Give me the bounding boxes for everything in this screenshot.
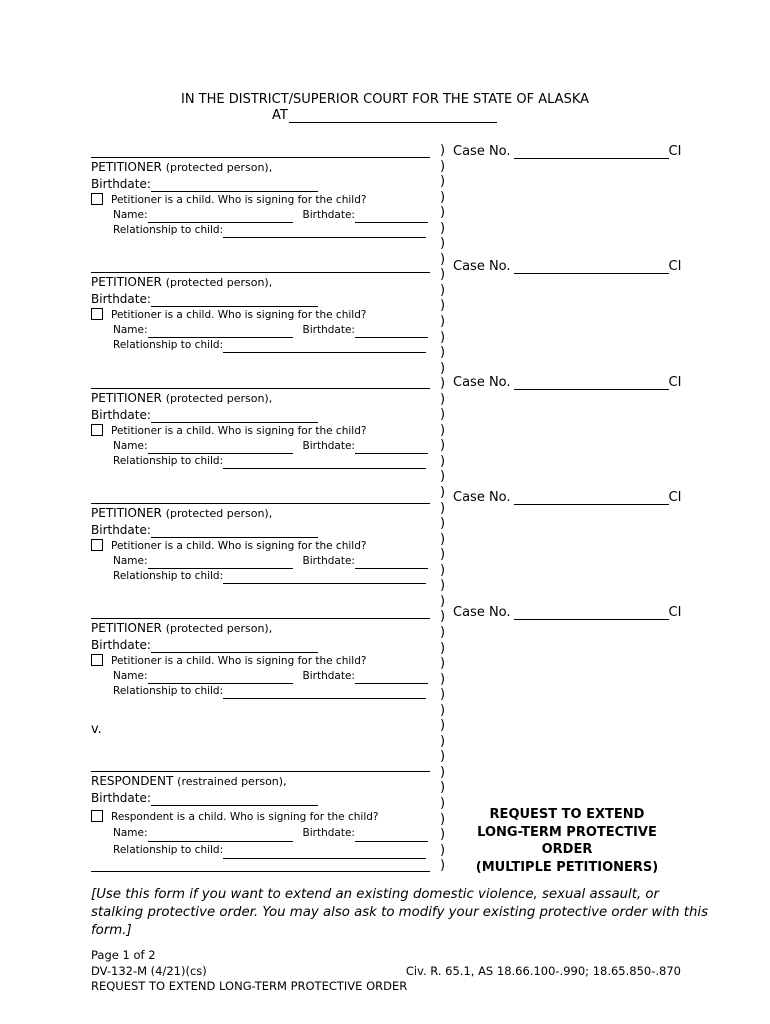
court-location-field[interactable] xyxy=(289,109,497,123)
petitioner-role-note: (protected person), xyxy=(165,161,273,174)
petitioner-child-checkbox[interactable] xyxy=(91,654,103,666)
case-number-field[interactable] xyxy=(514,376,669,390)
petitioner-birthdate-field[interactable] xyxy=(151,525,318,538)
case-number-row-5 xyxy=(453,605,681,620)
petitioner-block-3 xyxy=(91,390,431,469)
case-number-field[interactable] xyxy=(514,260,669,274)
form-id: DV-132-M (4/21)(cs) xyxy=(91,963,207,978)
petitioner-signer-name-label: Name: xyxy=(113,440,148,452)
respondent-birthdate-field[interactable] xyxy=(151,793,318,806)
petitioner-relationship-label: Relationship to child: xyxy=(113,339,224,351)
petitioner-child-question: Petitioner is a child. Who is signing for the child? xyxy=(111,309,367,321)
petitioner-child-question: Petitioner is a child. Who is signing for the child? xyxy=(111,540,367,552)
petitioner-signer-name-field[interactable] xyxy=(148,211,293,223)
case-number-row-4 xyxy=(453,490,681,505)
petitioner-block-5 xyxy=(91,620,431,699)
petitioner-signer-birthdate-field[interactable] xyxy=(355,672,428,684)
title-line-1: REQUEST TO EXTEND xyxy=(489,807,645,822)
case-type-suffix: CI xyxy=(668,375,682,390)
petitioner-birthdate-field[interactable] xyxy=(151,179,318,192)
court-heading: IN THE DISTRICT/SUPERIOR COURT FOR THE STATE OF ALASKA xyxy=(180,92,590,107)
case-number-label: Case No. xyxy=(453,605,511,620)
petitioner-signer-name-field[interactable] xyxy=(148,442,293,454)
petitioner-signer-birthdate-field[interactable] xyxy=(355,557,428,569)
petitioner-child-checkbox[interactable] xyxy=(91,308,103,320)
petitioner-birthdate-field[interactable] xyxy=(151,294,318,307)
petitioner-5-name-field[interactable] xyxy=(91,618,430,619)
case-number-label: Case No. xyxy=(453,259,511,274)
respondent-signer-name-label: Name: xyxy=(113,827,148,839)
case-type-suffix: CI xyxy=(668,605,682,620)
respondent-signer-birthdate-label: Birthdate: xyxy=(302,827,355,839)
petitioner-signer-name-label: Name: xyxy=(113,555,148,567)
case-number-row-1 xyxy=(453,144,681,159)
petitioner-signer-name-field[interactable] xyxy=(148,326,293,338)
petitioner-birthdate-field[interactable] xyxy=(151,410,318,423)
case-number-field[interactable] xyxy=(514,145,669,159)
case-number-label: Case No. xyxy=(453,490,511,505)
case-number-row-3 xyxy=(453,375,681,390)
case-type-suffix: CI xyxy=(668,144,682,159)
petitioner-relationship-field[interactable] xyxy=(223,572,426,584)
petitioner-block-1 xyxy=(91,159,431,238)
respondent-relationship-field[interactable] xyxy=(223,847,426,859)
petitioner-signer-birthdate-label: Birthdate: xyxy=(302,440,355,452)
petitioner-child-question: Petitioner is a child. Who is signing for the child? xyxy=(111,655,367,667)
case-number-field[interactable] xyxy=(514,491,669,505)
petitioner-signer-birthdate-label: Birthdate: xyxy=(302,670,355,682)
form-footer-title: REQUEST TO EXTEND LONG-TERM PROTECTIVE ORDER xyxy=(91,979,408,993)
title-line-4: (MULTIPLE PETITIONERS) xyxy=(475,859,659,875)
petitioner-signer-birthdate-field[interactable] xyxy=(355,326,428,338)
respondent-signer-name-field[interactable] xyxy=(148,830,293,842)
petitioner-signer-name-field[interactable] xyxy=(148,557,293,569)
petitioner-relationship-label: Relationship to child: xyxy=(113,455,224,467)
versus-label: v. xyxy=(91,722,102,737)
case-number-label: Case No. xyxy=(453,144,511,159)
petitioner-role-note: (protected person), xyxy=(165,507,273,520)
petitioner-relationship-label: Relationship to child: xyxy=(113,224,224,236)
petitioner-child-checkbox[interactable] xyxy=(91,193,103,205)
petitioner-birthdate-label: Birthdate: xyxy=(91,408,151,422)
case-type-suffix: CI xyxy=(668,490,682,505)
petitioner-signer-birthdate-label: Birthdate: xyxy=(302,209,355,221)
petitioner-role-note: (protected person), xyxy=(165,276,273,289)
petitioner-2-name-field[interactable] xyxy=(91,272,430,273)
form-instructions: [Use this form if you want to extend an existing domestic violence, sexual assault, or stalking protective order. You may also ask to modify your existing protective order with this form.] xyxy=(91,887,709,938)
petitioner-3-name-field[interactable] xyxy=(91,388,430,389)
title-line-2: LONG-TERM PROTECTIVE xyxy=(477,824,657,840)
petitioner-child-checkbox[interactable] xyxy=(91,424,103,436)
petitioner-relationship-field[interactable] xyxy=(223,341,426,353)
petitioner-signer-birthdate-field[interactable] xyxy=(355,442,428,454)
petitioner-birthdate-field[interactable] xyxy=(151,640,318,653)
petitioner-signer-name-field[interactable] xyxy=(148,672,293,684)
petitioner-birthdate-label: Birthdate: xyxy=(91,523,151,537)
court-location xyxy=(272,108,497,123)
petitioner-relationship-label: Relationship to child: xyxy=(113,570,224,582)
respondent-role-label: RESPONDENT xyxy=(91,774,174,788)
at-label: AT xyxy=(272,108,288,123)
respondent-child-question: Respondent is a child. Who is signing for the child? xyxy=(111,811,379,823)
petitioner-signer-name-label: Name: xyxy=(113,670,148,682)
caption-parentheses: ) ) ) ) ) ) ) ) ) ) ) ) ) ) ) ) ) ) ) ) ) ) ) ) ) ) ) ) ) ) ) ) ) ) ) ) ) ) ) ) ) ) ) ) ) ) ) xyxy=(440,143,446,874)
document-title xyxy=(462,806,672,876)
case-number-field[interactable] xyxy=(514,606,669,620)
respondent-block xyxy=(91,773,431,859)
respondent-name-field[interactable] xyxy=(91,771,430,772)
page-number: Page 1 of 2 xyxy=(91,948,156,962)
petitioner-signer-birthdate-label: Birthdate: xyxy=(302,324,355,336)
petitioner-relationship-field[interactable] xyxy=(223,687,426,699)
footer-left xyxy=(91,948,407,995)
petitioner-child-question: Petitioner is a child. Who is signing for the child? xyxy=(111,425,367,437)
respondent-role-note: (restrained person), xyxy=(177,775,287,788)
petitioner-4-name-field[interactable] xyxy=(91,503,430,504)
petitioner-relationship-label: Relationship to child: xyxy=(113,685,224,697)
petitioner-birthdate-label: Birthdate: xyxy=(91,177,151,191)
petitioner-role-label: PETITIONER xyxy=(91,391,162,405)
petitioner-role-note: (protected person), xyxy=(165,622,273,635)
respondent-birthdate-label: Birthdate: xyxy=(91,791,151,805)
petitioner-block-2 xyxy=(91,274,431,353)
case-type-suffix: CI xyxy=(668,259,682,274)
statute-reference: Civ. R. 65.1, AS 18.66.100-.990; 18.65.850-.870 xyxy=(405,964,681,978)
petitioner-child-checkbox[interactable] xyxy=(91,539,103,551)
petitioner-birthdate-label: Birthdate: xyxy=(91,292,151,306)
title-line-3: ORDER xyxy=(541,842,593,857)
petitioner-1-name-field[interactable] xyxy=(91,157,430,158)
petitioner-child-question: Petitioner is a child. Who is signing for the child? xyxy=(111,194,367,206)
respondent-bottom-rule xyxy=(91,871,430,872)
petitioner-role-label: PETITIONER xyxy=(91,506,162,520)
petitioner-signer-birthdate-label: Birthdate: xyxy=(302,555,355,567)
petitioner-signer-name-label: Name: xyxy=(113,209,148,221)
case-number-row-2 xyxy=(453,259,681,274)
respondent-child-checkbox[interactable] xyxy=(91,810,103,822)
petitioner-role-label: PETITIONER xyxy=(91,160,162,174)
petitioner-role-label: PETITIONER xyxy=(91,275,162,289)
case-number-label: Case No. xyxy=(453,375,511,390)
petitioner-birthdate-label: Birthdate: xyxy=(91,638,151,652)
petitioner-role-note: (protected person), xyxy=(165,392,273,405)
petitioner-block-4 xyxy=(91,505,431,584)
petitioner-signer-birthdate-field[interactable] xyxy=(355,211,428,223)
petitioner-role-label: PETITIONER xyxy=(91,621,162,635)
respondent-relationship-label: Relationship to child: xyxy=(113,844,224,856)
petitioner-signer-name-label: Name: xyxy=(113,324,148,336)
petitioner-relationship-field[interactable] xyxy=(223,226,426,238)
respondent-signer-birthdate-field[interactable] xyxy=(355,830,428,842)
petitioner-relationship-field[interactable] xyxy=(223,457,426,469)
